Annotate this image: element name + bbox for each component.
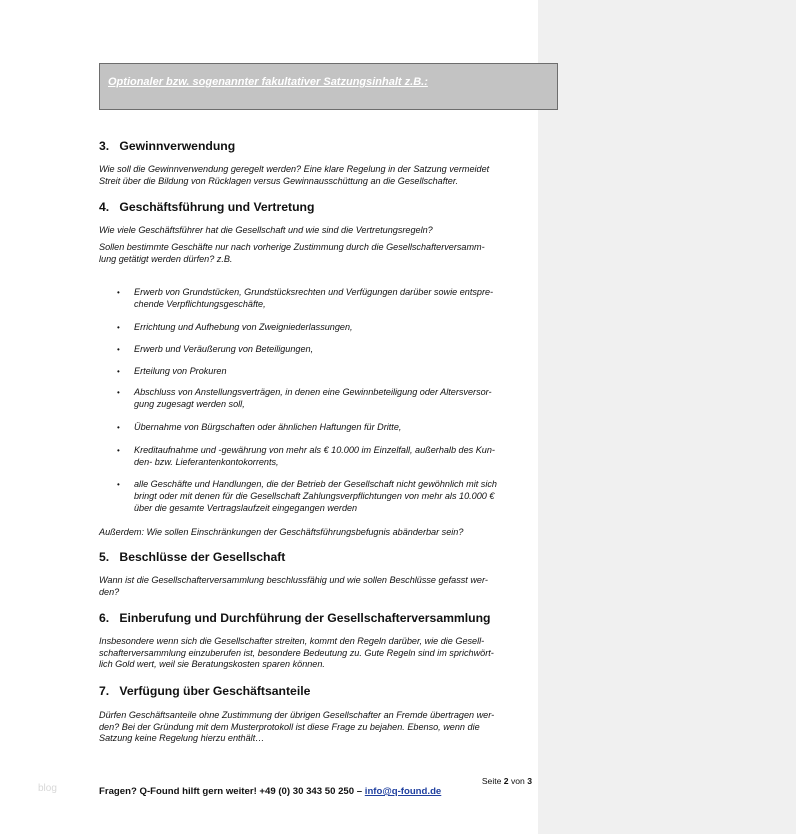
watermark: blog	[38, 783, 57, 794]
paragraph-gewinnverwendung: Wie soll die Gewinnverwendung geregelt werden? Eine klare Regelung in der Satzung vermeidet Streit über die Bildung von Rücklagen versus Gewinnausschüttung an die Gesellschafter.	[99, 164, 490, 186]
section-heading-3: 3. Gewinnverwendung	[99, 139, 236, 153]
paragraph-einberufung: Insbesondere wenn sich die Gesellschafter streiten, kommt den Regeln darüber, wie die Gesell- schafterversammlung einzuberufen ist, besondere Bedeutung zu. Gute Regeln sind im sprichwört- lich Gold wert, weil sie Beratungskosten sparen können.	[99, 636, 494, 669]
page-number: Seite 2 von 3	[481, 776, 532, 786]
bullet-icon: •	[117, 345, 120, 354]
bullet-icon: •	[117, 480, 120, 489]
list-item: Erteilung von Prokuren	[134, 366, 227, 376]
paragraph-ausserdem: Außerdem: Wie sollen Einschränkungen der Geschäftsführungsbefugnis abänderbar sein?	[99, 527, 464, 537]
optional-content-title: Optionaler bzw. sogenannter fakultativer Satzungsinhalt z.B.:	[108, 76, 428, 88]
section-heading-4: 4. Geschäftsführung und Vertretung	[99, 200, 315, 214]
bullet-icon: •	[117, 423, 120, 432]
paragraph-geschaeftsfuehrer: Wie viele Geschäftsführer hat die Gesellschaft und wie sind die Vertretungsregeln?	[99, 225, 433, 235]
footer-contact: Fragen? Q-Found hilft gern weiter! +49 (0) 30 343 50 250 – info@q-found.de	[99, 786, 442, 797]
bullet-icon: •	[117, 367, 120, 376]
gray-margin	[538, 0, 796, 834]
paragraph-zustimmung: Sollen bestimmte Geschäfte nur nach vorherige Zustimmung durch die Gesellschafterversamm- lung getätigt werden dürfen? z.B.	[99, 242, 485, 264]
section-heading-5: 5. Beschlüsse der Gesellschaft	[99, 550, 286, 564]
paragraph-geschaeftsanteile: Dürfen Geschäftsanteile ohne Zustimmung der übrigen Gesellschafter an Fremde übertragen wer- den? Bei der Gründung mit dem Musterprotokoll ist diese Frage zu bejahen. Ebenso, wenn die Satzung keine Regelung hierzu enthält…	[99, 710, 495, 743]
paragraph-beschluesse: Wann ist die Gesellschafterversammlung beschlussfähig und wie sollen Beschlüsse gefasst wer- den?	[99, 575, 488, 597]
optional-content-box	[99, 63, 558, 110]
list-item: Erwerb von Grundstücken, Grundstücksrechten und Verfügungen darüber sowie entspre- chende Verpflichtungsgeschäfte,	[134, 287, 494, 309]
list-item: Erwerb und Veräußerung von Beteiligungen,	[134, 344, 314, 354]
section-heading-7: 7. Verfügung über Geschäftsanteile	[99, 684, 311, 698]
bullet-icon: •	[117, 388, 120, 397]
list-item: Kreditaufnahme und -gewährung von mehr als € 10.000 im Einzelfall, außerhalb des Kun- den- bzw. Lieferantenkontokorrents,	[134, 445, 495, 467]
bullet-icon: •	[117, 446, 120, 455]
bullet-icon: •	[117, 288, 120, 297]
list-item: Übernahme von Bürgschaften oder ähnlichen Haftungen für Dritte,	[134, 422, 402, 432]
bullet-icon: •	[117, 323, 120, 332]
list-item: alle Geschäfte und Handlungen, die der Betrieb der Gesellschaft nicht gewöhnlich mit sich bringt oder mit denen für die Gesellschaft Zahlungsverpflichtungen von mehr als 10.000 € über die gesamte Vertragslaufzeit eingegangen werden	[134, 479, 497, 513]
list-item: Errichtung und Aufhebung von Zweigniederlassungen,	[134, 322, 353, 332]
section-heading-6: 6. Einberufung und Durchführung der Gesellschafterversammlung	[99, 611, 491, 625]
list-item: Abschluss von Anstellungsverträgen, in denen eine Gewinnbeteiligung oder Altersversor- gung zugesagt werden soll,	[134, 387, 492, 409]
email-link[interactable]: info@q-found.de	[364, 786, 442, 797]
